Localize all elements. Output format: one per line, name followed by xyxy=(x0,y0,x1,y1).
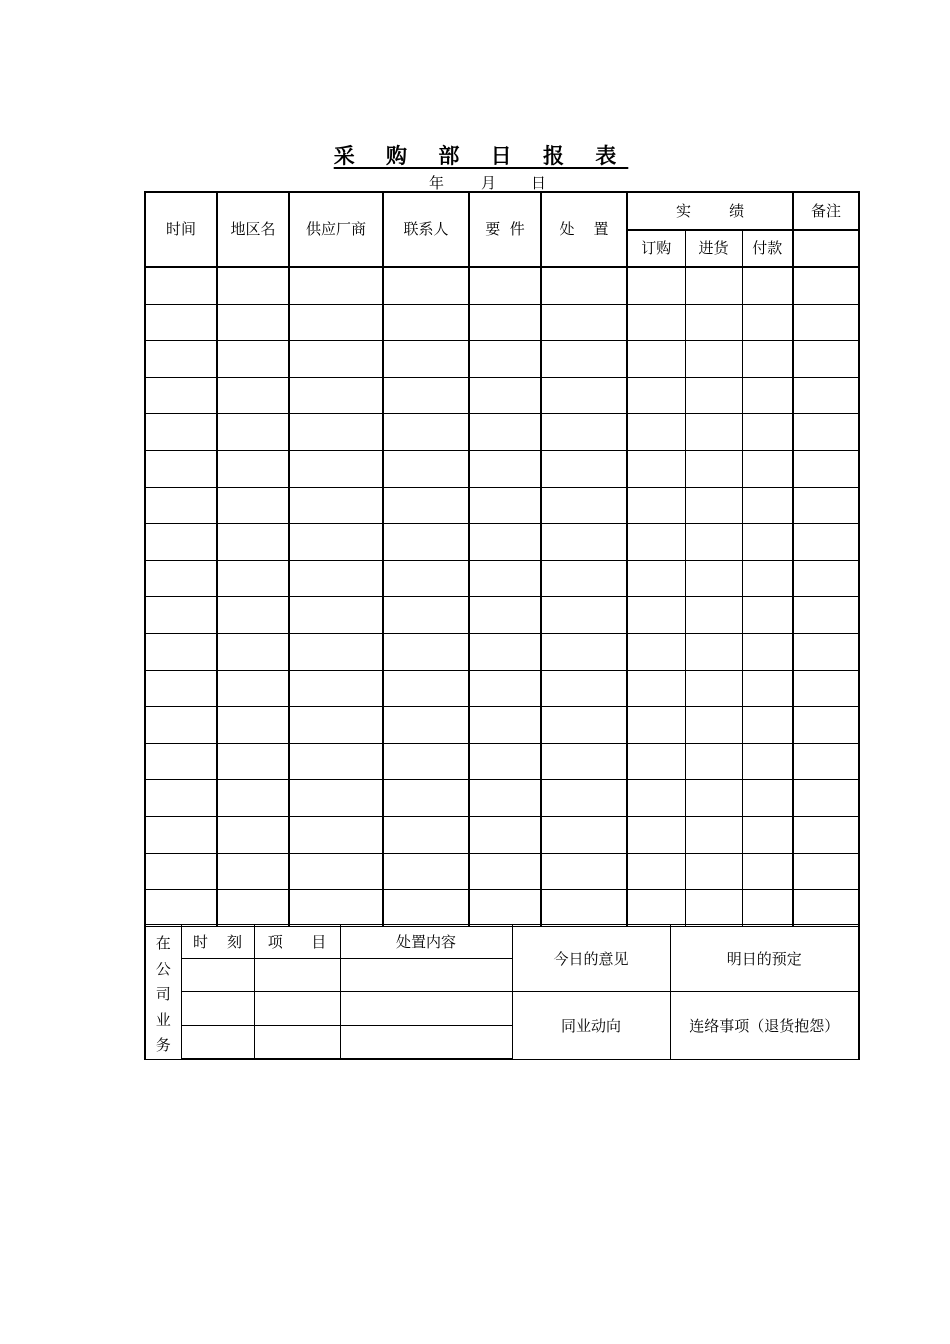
table-cell[interactable] xyxy=(289,853,383,890)
table-cell[interactable] xyxy=(383,560,469,597)
table-cell[interactable] xyxy=(793,341,859,378)
table-cell[interactable] xyxy=(793,304,859,341)
table-cell[interactable] xyxy=(541,743,627,780)
table-cell[interactable] xyxy=(627,450,685,487)
table-cell[interactable] xyxy=(469,853,541,890)
table-cell[interactable] xyxy=(383,816,469,853)
moment-cell[interactable] xyxy=(181,992,254,1026)
table-cell[interactable] xyxy=(742,450,793,487)
table-cell[interactable] xyxy=(627,560,685,597)
table-cell[interactable] xyxy=(685,560,742,597)
table-cell[interactable] xyxy=(145,341,217,378)
table-cell[interactable] xyxy=(627,707,685,744)
table-cell[interactable] xyxy=(383,597,469,634)
table-cell[interactable] xyxy=(627,524,685,561)
table-cell[interactable] xyxy=(541,414,627,451)
table-row xyxy=(145,633,859,670)
header-order: 订购 xyxy=(627,230,685,267)
table-cell[interactable] xyxy=(469,890,541,927)
table-row xyxy=(145,487,859,524)
table-cell[interactable] xyxy=(793,707,859,744)
content-cell[interactable] xyxy=(340,958,512,992)
table-cell[interactable] xyxy=(217,853,289,890)
daily-report-table xyxy=(144,191,860,927)
table-cell[interactable] xyxy=(742,560,793,597)
table-cell[interactable] xyxy=(627,487,685,524)
table-cell[interactable] xyxy=(793,487,859,524)
table-cell[interactable] xyxy=(742,304,793,341)
table-cell[interactable] xyxy=(289,414,383,451)
table-cell[interactable] xyxy=(627,414,685,451)
table-cell[interactable] xyxy=(793,597,859,634)
table-cell[interactable] xyxy=(685,487,742,524)
table-cell[interactable] xyxy=(217,377,289,414)
report-title: 采 购 部 日 报 表 xyxy=(333,144,629,168)
table-cell[interactable] xyxy=(289,670,383,707)
header-receipt: 进货 xyxy=(685,230,742,267)
table-cell[interactable] xyxy=(627,816,685,853)
table-cell[interactable] xyxy=(383,743,469,780)
table-cell[interactable] xyxy=(383,450,469,487)
table-cell[interactable] xyxy=(793,853,859,890)
table-cell[interactable] xyxy=(742,267,793,304)
table-cell[interactable] xyxy=(742,414,793,451)
table-cell[interactable] xyxy=(742,780,793,817)
table-cell[interactable] xyxy=(217,597,289,634)
table-cell[interactable] xyxy=(793,890,859,927)
table-cell[interactable] xyxy=(217,816,289,853)
table-cell[interactable] xyxy=(145,670,217,707)
header-remarks: 备注 xyxy=(793,192,859,230)
table-cell[interactable] xyxy=(627,890,685,927)
table-cell[interactable] xyxy=(145,853,217,890)
table-cell[interactable] xyxy=(793,670,859,707)
company-business-table xyxy=(144,924,860,1060)
side-char-2: 公 xyxy=(155,959,171,978)
table-cell[interactable] xyxy=(627,597,685,634)
table-cell[interactable] xyxy=(145,597,217,634)
table-cell[interactable] xyxy=(145,377,217,414)
table-cell[interactable] xyxy=(217,780,289,817)
table-cell[interactable] xyxy=(289,816,383,853)
table-cell[interactable] xyxy=(289,487,383,524)
header-remarks-blank xyxy=(793,230,859,267)
table-cell[interactable] xyxy=(541,524,627,561)
table-cell[interactable] xyxy=(383,890,469,927)
table-cell[interactable] xyxy=(383,414,469,451)
table-cell[interactable] xyxy=(289,560,383,597)
table-cell[interactable] xyxy=(469,597,541,634)
table-cell[interactable] xyxy=(469,633,541,670)
table-row xyxy=(145,816,859,853)
table-cell[interactable] xyxy=(685,597,742,634)
table-cell[interactable] xyxy=(742,524,793,561)
table-cell[interactable] xyxy=(145,707,217,744)
table-cell[interactable] xyxy=(289,377,383,414)
table-cell[interactable] xyxy=(627,377,685,414)
table-cell[interactable] xyxy=(742,743,793,780)
table-cell[interactable] xyxy=(383,341,469,378)
table-cell[interactable] xyxy=(541,341,627,378)
date-year-label: 年 xyxy=(429,174,445,192)
table-cell[interactable] xyxy=(742,377,793,414)
table-row xyxy=(145,597,859,634)
table-cell[interactable] xyxy=(685,707,742,744)
table-cell[interactable] xyxy=(383,853,469,890)
header-time: 时间 xyxy=(145,192,217,267)
table-cell[interactable] xyxy=(469,524,541,561)
table-cell[interactable] xyxy=(793,633,859,670)
item-cell[interactable] xyxy=(254,992,340,1026)
table-cell[interactable] xyxy=(685,450,742,487)
table-cell[interactable] xyxy=(217,341,289,378)
table-cell[interactable] xyxy=(742,853,793,890)
content-cell[interactable] xyxy=(340,1025,512,1059)
table-cell[interactable] xyxy=(469,707,541,744)
table-cell[interactable] xyxy=(793,524,859,561)
table-cell[interactable] xyxy=(541,487,627,524)
table-cell[interactable] xyxy=(685,377,742,414)
table-cell[interactable] xyxy=(289,524,383,561)
table-cell[interactable] xyxy=(742,890,793,927)
side-char-4: 业 xyxy=(155,1010,171,1029)
business-row-3 xyxy=(145,992,859,1026)
table-cell[interactable] xyxy=(145,890,217,927)
table-cell[interactable] xyxy=(145,816,217,853)
table-cell[interactable] xyxy=(383,524,469,561)
table-cell[interactable] xyxy=(217,414,289,451)
table-row xyxy=(145,890,859,927)
table-cell[interactable] xyxy=(289,633,383,670)
table-cell[interactable] xyxy=(469,304,541,341)
table-cell[interactable] xyxy=(685,670,742,707)
table-cell[interactable] xyxy=(685,743,742,780)
table-cell[interactable] xyxy=(627,341,685,378)
header-performance: 实 绩 xyxy=(627,192,793,230)
table-cell[interactable] xyxy=(685,414,742,451)
table-cell[interactable] xyxy=(469,414,541,451)
table-cell[interactable] xyxy=(541,780,627,817)
table-cell[interactable] xyxy=(685,816,742,853)
table-cell[interactable] xyxy=(627,743,685,780)
table-cell[interactable] xyxy=(685,780,742,817)
header-moment: 时 刻 xyxy=(181,925,254,959)
table-cell[interactable] xyxy=(217,743,289,780)
table-cell[interactable] xyxy=(793,377,859,414)
date-month-label: 月 xyxy=(481,174,497,192)
table-cell[interactable] xyxy=(541,670,627,707)
table-cell[interactable] xyxy=(289,597,383,634)
table-cell[interactable] xyxy=(793,780,859,817)
table-cell[interactable] xyxy=(541,853,627,890)
table-cell[interactable] xyxy=(685,304,742,341)
item-cell[interactable] xyxy=(254,1025,340,1059)
table-row xyxy=(145,524,859,561)
table-cell[interactable] xyxy=(145,524,217,561)
today-opinion-label: 今日的意见 xyxy=(512,925,670,992)
business-row-1 xyxy=(145,925,859,959)
table-cell[interactable] xyxy=(469,487,541,524)
table-cell[interactable] xyxy=(627,780,685,817)
table-row xyxy=(145,377,859,414)
table-row xyxy=(145,743,859,780)
table-cell[interactable] xyxy=(469,560,541,597)
table-cell[interactable] xyxy=(793,450,859,487)
table-cell[interactable] xyxy=(289,890,383,927)
header-supplier: 供应厂商 xyxy=(289,192,383,267)
table-cell[interactable] xyxy=(742,670,793,707)
table-cell[interactable] xyxy=(217,890,289,927)
table-cell[interactable] xyxy=(469,450,541,487)
liaison-label: 连络事项（退货抱怨） xyxy=(670,992,859,1060)
table-cell[interactable] xyxy=(685,890,742,927)
table-cell[interactable] xyxy=(685,267,742,304)
table-cell[interactable] xyxy=(383,267,469,304)
table-cell[interactable] xyxy=(541,816,627,853)
table-cell[interactable] xyxy=(289,304,383,341)
table-cell[interactable] xyxy=(383,707,469,744)
header-region: 地区名 xyxy=(217,192,289,267)
table-cell[interactable] xyxy=(145,267,217,304)
table-cell[interactable] xyxy=(217,524,289,561)
table-row xyxy=(145,707,859,744)
moment-cell[interactable] xyxy=(181,958,254,992)
table-cell[interactable] xyxy=(217,450,289,487)
table-cell[interactable] xyxy=(793,743,859,780)
table-cell[interactable] xyxy=(742,707,793,744)
table-cell[interactable] xyxy=(685,341,742,378)
table-cell[interactable] xyxy=(541,377,627,414)
header-contact: 联系人 xyxy=(383,192,469,267)
moment-cell[interactable] xyxy=(181,1025,254,1059)
industry-trends-label: 同业动向 xyxy=(512,992,670,1060)
table-cell[interactable] xyxy=(742,597,793,634)
table-cell[interactable] xyxy=(145,487,217,524)
table-cell[interactable] xyxy=(289,267,383,304)
table-cell[interactable] xyxy=(289,780,383,817)
table-cell[interactable] xyxy=(469,670,541,707)
date-line xyxy=(0,172,950,192)
header-row-1 xyxy=(145,192,859,230)
table-cell[interactable] xyxy=(541,633,627,670)
table-row xyxy=(145,304,859,341)
table-cell[interactable] xyxy=(685,633,742,670)
table-row xyxy=(145,450,859,487)
table-cell[interactable] xyxy=(469,743,541,780)
table-cell[interactable] xyxy=(627,267,685,304)
content-cell[interactable] xyxy=(340,992,512,1026)
table-cell[interactable] xyxy=(383,670,469,707)
header-item: 项 目 xyxy=(254,925,340,959)
table-row xyxy=(145,780,859,817)
table-cell[interactable] xyxy=(383,780,469,817)
tomorrow-plan-label: 明日的预定 xyxy=(670,925,859,992)
table-cell[interactable] xyxy=(217,633,289,670)
table-cell[interactable] xyxy=(742,816,793,853)
table-cell[interactable] xyxy=(742,341,793,378)
table-cell[interactable] xyxy=(793,267,859,304)
table-cell[interactable] xyxy=(541,450,627,487)
table-cell[interactable] xyxy=(217,267,289,304)
table-cell[interactable] xyxy=(541,267,627,304)
table-cell[interactable] xyxy=(541,560,627,597)
table-cell[interactable] xyxy=(627,633,685,670)
table-cell[interactable] xyxy=(685,524,742,561)
date-day-label: 日 xyxy=(531,174,547,192)
table-cell[interactable] xyxy=(383,633,469,670)
table-cell[interactable] xyxy=(145,414,217,451)
table-cell[interactable] xyxy=(627,304,685,341)
table-cell[interactable] xyxy=(383,304,469,341)
table-cell[interactable] xyxy=(217,670,289,707)
table-cell[interactable] xyxy=(742,633,793,670)
side-char-5: 务 xyxy=(155,1036,171,1054)
table-cell[interactable] xyxy=(217,304,289,341)
table-row xyxy=(145,341,859,378)
table-row xyxy=(145,414,859,451)
table-cell[interactable] xyxy=(145,560,217,597)
table-cell[interactable] xyxy=(541,304,627,341)
item-cell[interactable] xyxy=(254,958,340,992)
header-handling: 处 置 xyxy=(541,192,627,267)
table-cell[interactable] xyxy=(627,853,685,890)
table-cell[interactable] xyxy=(793,560,859,597)
table-row xyxy=(145,670,859,707)
side-char-3: 司 xyxy=(155,985,171,1003)
table-row xyxy=(145,853,859,890)
table-cell[interactable] xyxy=(469,341,541,378)
table-cell[interactable] xyxy=(685,853,742,890)
side-char-1: 在 xyxy=(155,934,171,952)
table-cell[interactable] xyxy=(383,487,469,524)
table-row xyxy=(145,560,859,597)
table-cell[interactable] xyxy=(469,267,541,304)
table-row xyxy=(145,267,859,304)
table-cell[interactable] xyxy=(217,707,289,744)
table-cell[interactable] xyxy=(145,633,217,670)
table-cell[interactable] xyxy=(145,450,217,487)
table-cell[interactable] xyxy=(289,707,383,744)
header-content: 处置内容 xyxy=(340,925,512,959)
table-cell[interactable] xyxy=(289,450,383,487)
table-cell[interactable] xyxy=(145,743,217,780)
table-cell[interactable] xyxy=(469,780,541,817)
table-cell[interactable] xyxy=(541,890,627,927)
table-cell[interactable] xyxy=(145,780,217,817)
table-cell[interactable] xyxy=(627,670,685,707)
header-payment: 付款 xyxy=(742,230,793,267)
table-cell[interactable] xyxy=(742,487,793,524)
header-matter: 要 件 xyxy=(469,192,541,267)
table-cell[interactable] xyxy=(289,743,383,780)
table-cell[interactable] xyxy=(217,560,289,597)
table-cell[interactable] xyxy=(469,377,541,414)
table-cell[interactable] xyxy=(383,377,469,414)
table-cell[interactable] xyxy=(217,487,289,524)
business-side-label xyxy=(145,925,181,1060)
table-cell[interactable] xyxy=(541,707,627,744)
table-cell[interactable] xyxy=(469,816,541,853)
table-cell[interactable] xyxy=(541,597,627,634)
table-cell[interactable] xyxy=(793,414,859,451)
table-cell[interactable] xyxy=(145,304,217,341)
table-cell[interactable] xyxy=(289,341,383,378)
table-cell[interactable] xyxy=(793,816,859,853)
